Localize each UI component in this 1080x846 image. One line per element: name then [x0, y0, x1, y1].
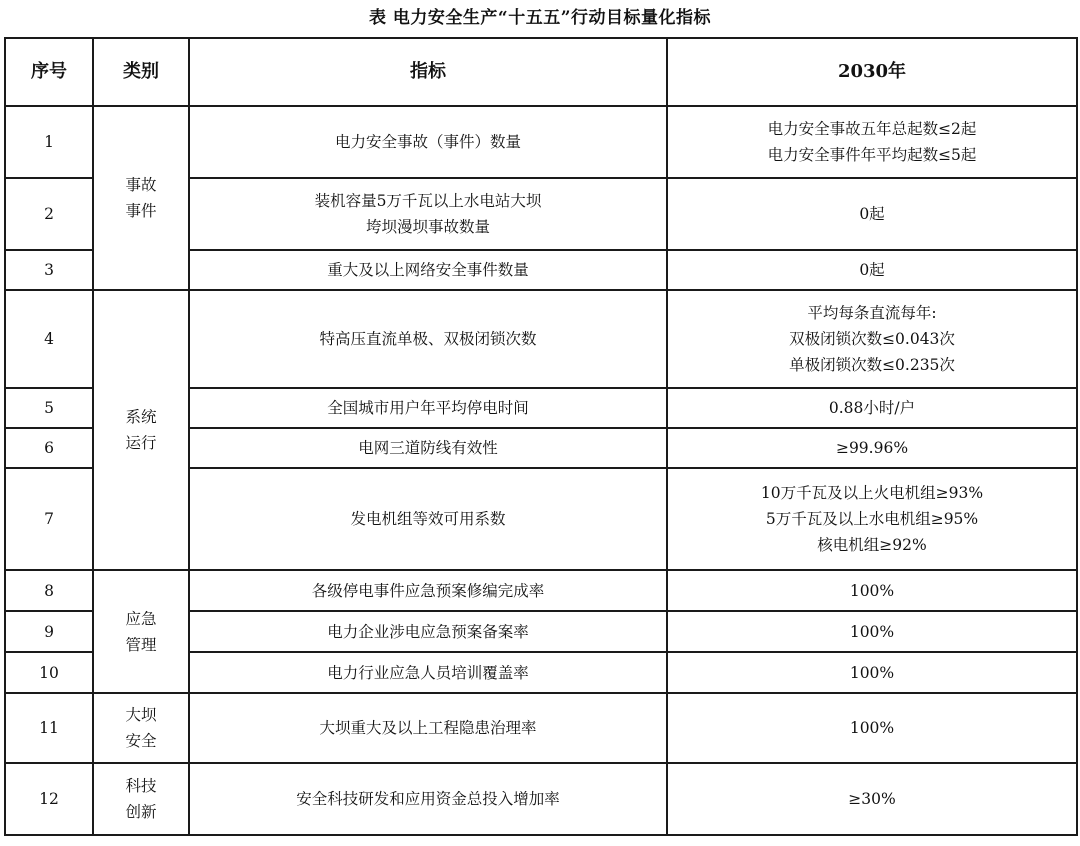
table-row: [5, 763, 1077, 835]
category-line: 系统: [125, 408, 157, 426]
header-target: 2030年: [667, 38, 1077, 106]
category-line: 科技: [125, 777, 157, 795]
target-line: 0.88小时/户: [828, 399, 916, 417]
target-cell: [667, 570, 1077, 611]
category-cell: [93, 290, 189, 570]
indicator-line: 全国城市用户年平均停电时间: [327, 399, 529, 417]
indicator-cell: [189, 178, 667, 250]
row-number: 9: [5, 611, 93, 652]
category-line: 事件: [125, 202, 157, 220]
row-number: 3: [5, 250, 93, 290]
category-line: 管理: [125, 635, 157, 654]
indicator-line: 电力安全事故（事件）数量: [334, 133, 521, 151]
target-cell: [667, 611, 1077, 652]
row-number: 1: [5, 106, 93, 178]
target-line: 100%: [849, 719, 895, 737]
target-line: 电力安全事故五年总起数≤2起: [767, 120, 977, 138]
indicator-cell: [189, 250, 667, 290]
row-number: 4: [5, 290, 93, 388]
row-number: 12: [5, 763, 93, 835]
indicator-line: 装机容量5万千瓦以上水电站大坝: [314, 192, 542, 210]
table-row: [5, 570, 1077, 611]
row-number: 7: [5, 468, 93, 570]
header-category: 类别: [93, 38, 189, 106]
category-cell: [93, 693, 189, 763]
target-cell: [667, 652, 1077, 693]
target-line: 0起: [859, 205, 885, 223]
indicator-line: 各级停电事件应急预案修编完成率: [311, 581, 545, 600]
indicator-cell: [189, 570, 667, 611]
category-line: 大坝: [125, 706, 157, 724]
indicator-cell: [189, 388, 667, 428]
target-line: 100%: [849, 622, 895, 641]
category-cell: [93, 106, 189, 290]
indicator-cell: [189, 693, 667, 763]
row-number: 8: [5, 570, 93, 611]
target-cell: [667, 250, 1077, 290]
indicator-cell: [189, 763, 667, 835]
target-cell: [667, 178, 1077, 250]
table-row: [5, 106, 1077, 178]
indicator-line: 重大及以上网络安全事件数量: [327, 261, 529, 279]
target-cell: [667, 468, 1077, 570]
target-cell: [667, 106, 1077, 178]
target-line: 5万千瓦及以上水电机组≥95%: [765, 510, 979, 528]
category-cell: [93, 763, 189, 835]
target-line: 100%: [849, 581, 895, 600]
row-number: 2: [5, 178, 93, 250]
header-indicator: 指标: [189, 38, 667, 106]
target-line: 电力安全事件年平均起数≤5起: [767, 146, 977, 164]
category-line: 创新: [125, 803, 157, 821]
header-row: [5, 38, 1077, 106]
indicator-line: 电网三道防线有效性: [358, 439, 498, 457]
target-line: 100%: [849, 663, 895, 682]
target-line: 单极闭锁次数≤0.235次: [789, 356, 955, 374]
indicator-line: 特高压直流单极、双极闭锁次数: [319, 330, 537, 348]
target-cell: [667, 388, 1077, 428]
header-no: 序号: [5, 38, 93, 106]
target-cell: [667, 428, 1077, 468]
category-line: 应急: [125, 609, 157, 628]
category-line: 安全: [125, 732, 157, 750]
indicator-line: 电力企业涉电应急预案备案率: [327, 622, 529, 641]
target-line: 10万千瓦及以上火电机组≥93%: [760, 484, 984, 502]
table-row: [5, 290, 1077, 388]
table-row: [5, 693, 1077, 763]
table-title: 表 电力安全生产“十五五”行动目标量化指标: [369, 8, 711, 28]
target-line: 平均每条直流每年:: [807, 304, 937, 322]
row-number: 6: [5, 428, 93, 468]
indicator-line: 电力行业应急人员培训覆盖率: [327, 663, 529, 682]
indicator-line: 安全科技研发和应用资金总投入增加率: [296, 790, 560, 808]
indicator-cell: [189, 106, 667, 178]
target-line: 双极闭锁次数≤0.043次: [789, 330, 955, 348]
target-cell: [667, 290, 1077, 388]
indicator-cell: [189, 611, 667, 652]
category-cell: [93, 570, 189, 693]
metrics-table: [4, 37, 1078, 836]
target-cell: [667, 763, 1077, 835]
target-line: ≥30%: [848, 790, 896, 808]
row-number: 11: [5, 693, 93, 763]
row-number: 5: [5, 388, 93, 428]
indicator-cell: [189, 652, 667, 693]
target-line: 0起: [859, 261, 885, 279]
category-line: 事故: [125, 176, 157, 194]
indicator-line: 发电机组等效可用系数: [350, 510, 506, 528]
indicator-line: 垮坝漫坝事故数量: [365, 218, 490, 236]
indicator-cell: [189, 468, 667, 570]
row-number: 10: [5, 652, 93, 693]
indicator-line: 大坝重大及以上工程隐患治理率: [319, 719, 537, 737]
category-line: 运行: [125, 434, 157, 452]
target-line: 核电机组≥92%: [817, 536, 927, 554]
indicator-cell: [189, 290, 667, 388]
indicator-cell: [189, 428, 667, 468]
target-line: ≥99.96%: [835, 439, 909, 457]
target-cell: [667, 693, 1077, 763]
